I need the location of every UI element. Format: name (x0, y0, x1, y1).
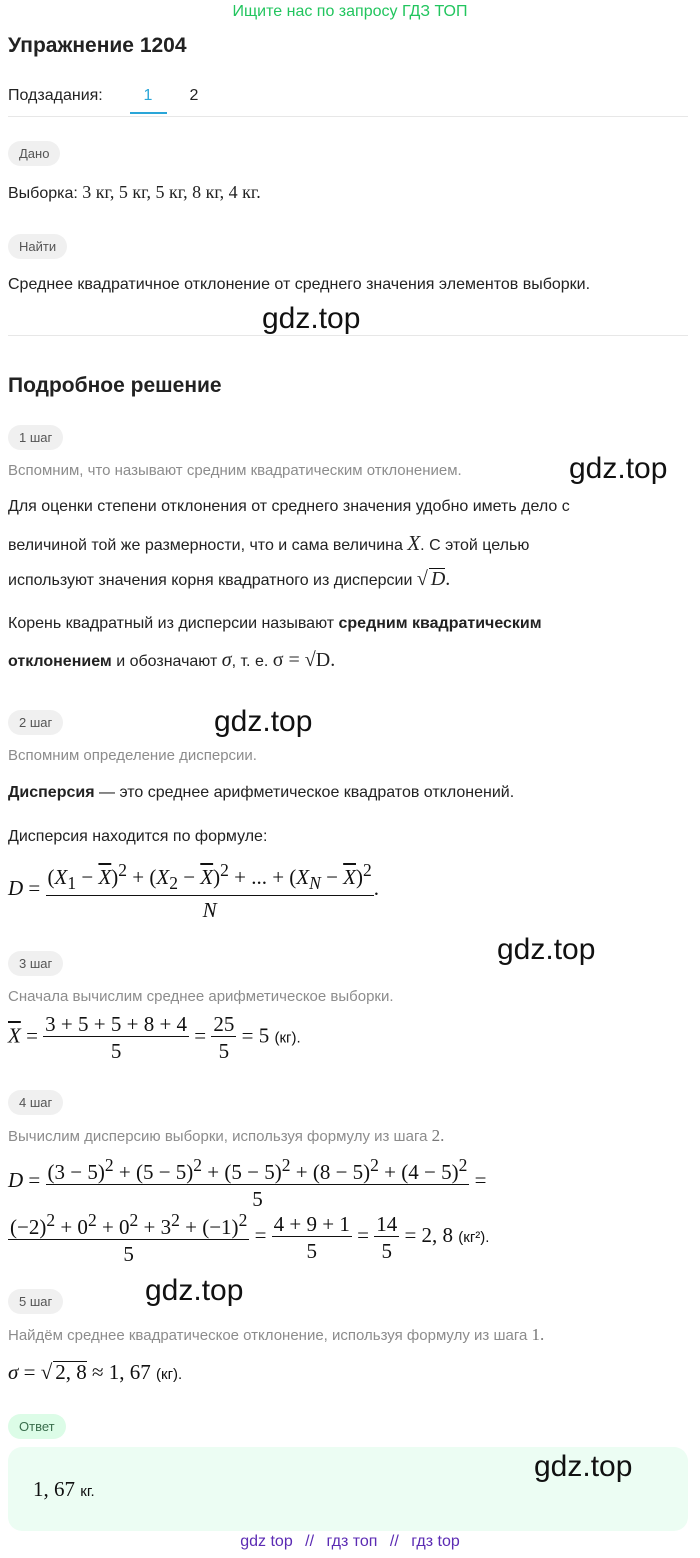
footer-separator: // (305, 1533, 315, 1550)
answer-unit: кг. (80, 1483, 95, 1500)
fraction: $\frac{14}{5}$ (376, 1211, 398, 1263)
page-title: Упражнение 1204 (8, 34, 187, 57)
footer-link-gdz-top-mixed[interactable]: гдз top (411, 1533, 460, 1550)
given-text (8, 182, 261, 204)
text-span: величиной той же размерности, что и сама величина (8, 537, 403, 554)
fraction: $\frac{3 + 5 + 5 + 8 + 4}{5}$ (45, 1012, 188, 1063)
variance-calc-line-1: D = $\frac{(3 - 5)^2 + (5 - 5)^2 + (5 - 5)^2 + (8 - 5)^2 + (4 - 5)^2}{5}$ = (8, 1155, 487, 1211)
footer-links (0, 1533, 700, 1551)
sqrt-d: √ D. (416, 568, 451, 590)
text-span: и обозначают (116, 653, 218, 670)
variance-calc-line-2: $\frac{(-2)^2 + 0^2 + 0^2 + 3^2 + (-1)^2}{5}$ = $\frac{4 + 9 + 1}{5}$ = $\frac{14}{5}$ = 2, 8 (кг²). (10, 1210, 490, 1266)
fraction: $\frac{4 + 9 + 1}{5}$ (273, 1211, 350, 1263)
mean-formula: $\overline{X}$ = $\frac{3 + 5 + 5 + 8 + 4}{5}$ = $\frac{25}{5}$ = 5 (кг). (8, 1012, 301, 1063)
variable-d: D (430, 568, 446, 590)
text-span: Корень квадратный из дисперсии называют (8, 615, 335, 632)
active-tab-indicator (130, 112, 167, 114)
watermark: gdz.top (534, 1450, 633, 1483)
footer-link-gdz-top[interactable]: gdz top (240, 1533, 293, 1550)
sigma-calc: σ = √ 2, 8 ≈ 1, 67 (кг). (8, 1360, 183, 1384)
step-5-hint (8, 1325, 544, 1346)
text-span: . С этой целью (420, 537, 530, 554)
text-span: Вычислим дисперсию выборки, используя формулу из шага (8, 1128, 428, 1145)
step-1-line-2 (8, 533, 529, 556)
text-span: используют значения корня квадратного из дисперсии (8, 572, 413, 589)
fraction: $\frac{(3 - 5)^2 + (5 - 5)^2 + (5 - 5)^2 + (8 - 5)^2 + (4 - 5)^2}{5}$ (47, 1155, 468, 1211)
find-text: Среднее квадратичное отклонение от среднего значения элементов выборки. (8, 276, 591, 293)
step-2-formula-intro: Дисперсия находится по формуле: (8, 828, 268, 845)
unit-label: (кг). (274, 1029, 301, 1047)
step-5-pill: 5 шаг (8, 1289, 63, 1314)
answer-number: 1, 67 (33, 1477, 75, 1501)
step-1-line-5 (8, 650, 335, 672)
footer-separator: // (389, 1533, 399, 1550)
given-sample: 3 кг, 5 кг, 5 кг, 8 кг, 4 кг. (82, 182, 261, 202)
tab-subtask-2[interactable]: 2 (189, 87, 199, 104)
variance-formula: D = $\frac{(X_1 - \overline{X})^2 + (X_2 - \overline{X})^2 + ... + (X_N - \overline{X})^2}{N}$ . (8, 860, 379, 923)
fraction: $\frac{(X_1 - \overline{X})^2 + (X_2 - \overline{X})^2 + ... + (X_N - \overline{X})^2}{N}$ (47, 860, 372, 923)
watermark: gdz.top (569, 452, 668, 485)
step-4-hint (8, 1126, 444, 1147)
solution-title: Подробное решение (8, 374, 222, 397)
bold-term: средним квадратическим (338, 615, 542, 632)
step-3-pill: 3 шаг (8, 951, 63, 976)
watermark: gdz.top (262, 302, 361, 335)
text-span: Найдём среднее квадратическое отклонение, используя формулу из шага (8, 1327, 528, 1344)
given-prefix: Выборка: (8, 185, 78, 202)
sigma-formula: σ = √D. (272, 649, 336, 671)
step-4-pill: 4 шаг (8, 1090, 63, 1115)
tab-subtask-1[interactable]: 1 (143, 87, 153, 104)
bold-term: Дисперсия (8, 784, 95, 801)
unit-label: (кг). (156, 1366, 183, 1383)
step-1-line-3 (8, 568, 450, 591)
fraction: $\frac{25}{5}$ (213, 1012, 235, 1063)
given-pill: Дано (8, 141, 60, 166)
step-2-hint: Вспомним определение дисперсии. (8, 747, 257, 764)
watermark: gdz.top (145, 1274, 244, 1307)
answer-pill: Ответ (8, 1414, 66, 1439)
step-ref: 2. (431, 1126, 445, 1145)
subtasks-label: Подзадания: (8, 87, 103, 104)
text-span: , т. е. (231, 653, 269, 670)
search-banner: Ищите нас по запросу ГДЗ ТОП (232, 3, 468, 20)
text-span: — это среднее арифметическое квадратов отклонений. (99, 784, 515, 801)
find-pill: Найти (8, 234, 67, 259)
step-1-hint: Вспомним, что называют средним квадратическим отклонением. (8, 462, 462, 479)
step-1-line-1: Для оценки степени отклонения от среднего значения удобно иметь дело с (8, 498, 570, 515)
step-1-pill: 1 шаг (8, 425, 63, 450)
sigma-symbol: σ (221, 649, 232, 671)
step-ref: 1. (531, 1325, 545, 1344)
bold-term: отклонением (8, 653, 112, 670)
answer-value (33, 1477, 95, 1504)
step-2-pill: 2 шаг (8, 710, 63, 735)
variable-x: X (407, 531, 421, 555)
step-2-definition (8, 783, 514, 803)
watermark: gdz.top (497, 933, 596, 966)
footer-link-gdz-top-ru[interactable]: гдз топ (326, 1533, 378, 1550)
divider (8, 116, 688, 117)
unit-label: (кг²). (458, 1228, 490, 1246)
watermark: gdz.top (214, 705, 313, 738)
fraction: $\frac{(-2)^2 + 0^2 + 0^2 + 3^2 + (-1)^2}{5}$ (10, 1210, 248, 1266)
step-3-hint: Сначала вычислим среднее арифметическое выборки. (8, 988, 394, 1005)
step-1-line-4 (8, 614, 542, 634)
